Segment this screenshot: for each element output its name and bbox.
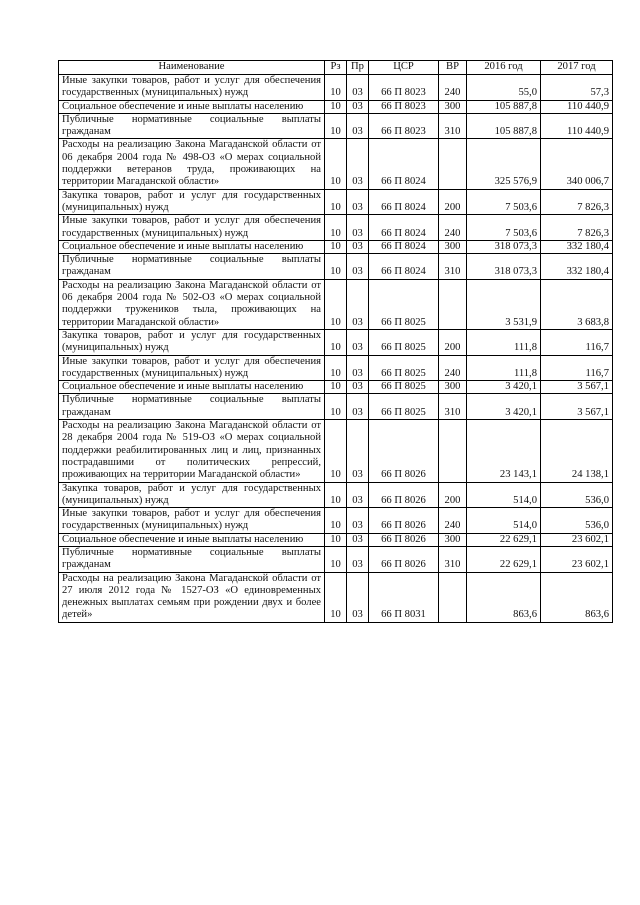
cell-rz: 10 — [325, 189, 347, 215]
cell-pr: 03 — [347, 381, 369, 394]
cell-rz: 10 — [325, 215, 347, 241]
cell-2017: 536,0 — [541, 508, 613, 534]
cell-pr: 03 — [347, 546, 369, 572]
cell-vr: 310 — [439, 546, 467, 572]
cell-csr: 66 П 8026 — [369, 482, 439, 508]
cell-csr: 66 П 8023 — [369, 113, 439, 139]
cell-rz: 10 — [325, 381, 347, 394]
cell-name: Социальное обеспечение и иные выплаты населению — [59, 381, 325, 394]
cell-rz: 10 — [325, 254, 347, 280]
cell-name: Закупка товаров, работ и услуг для государственных (муниципальных) нужд — [59, 482, 325, 508]
header-2017: 2017 год — [541, 61, 613, 75]
cell-csr: 66 П 8025 — [369, 394, 439, 420]
table-row — [59, 240, 613, 253]
cell-vr — [439, 279, 467, 329]
cell-pr: 03 — [347, 254, 369, 280]
cell-csr: 66 П 8031 — [369, 572, 439, 622]
table-row — [59, 215, 613, 241]
cell-2017: 23 602,1 — [541, 546, 613, 572]
cell-2016: 55,0 — [467, 75, 541, 101]
cell-vr: 200 — [439, 482, 467, 508]
cell-vr: 200 — [439, 329, 467, 355]
cell-2017: 116,7 — [541, 355, 613, 381]
cell-2016: 105 887,8 — [467, 113, 541, 139]
table-row — [59, 139, 613, 189]
table-row — [59, 572, 613, 622]
table-row — [59, 381, 613, 394]
header-csr: ЦСР — [369, 61, 439, 75]
budget-table — [58, 60, 613, 623]
cell-2017: 110 440,9 — [541, 100, 613, 113]
cell-rz: 10 — [325, 572, 347, 622]
table-row — [59, 279, 613, 329]
cell-2017: 116,7 — [541, 329, 613, 355]
cell-2016: 318 073,3 — [467, 240, 541, 253]
cell-2017: 332 180,4 — [541, 240, 613, 253]
cell-csr: 66 П 8024 — [369, 254, 439, 280]
cell-csr: 66 П 8023 — [369, 100, 439, 113]
cell-name: Публичные нормативные социальные выплаты гражданам — [59, 113, 325, 139]
cell-name: Социальное обеспечение и иные выплаты населению — [59, 240, 325, 253]
cell-rz: 10 — [325, 100, 347, 113]
cell-pr: 03 — [347, 240, 369, 253]
header-pr: Пр — [347, 61, 369, 75]
header-name: Наименование — [59, 61, 325, 75]
cell-2017: 3 567,1 — [541, 394, 613, 420]
cell-2016: 3 531,9 — [467, 279, 541, 329]
cell-rz: 10 — [325, 139, 347, 189]
table-header-row — [59, 61, 613, 75]
cell-pr: 03 — [347, 215, 369, 241]
table-body — [59, 75, 613, 623]
cell-pr: 03 — [347, 394, 369, 420]
cell-rz: 10 — [325, 420, 347, 482]
cell-rz: 10 — [325, 240, 347, 253]
cell-2016: 7 503,6 — [467, 215, 541, 241]
cell-2016: 23 143,1 — [467, 420, 541, 482]
cell-name: Закупка товаров, работ и услуг для государственных (муниципальных) нужд — [59, 329, 325, 355]
cell-rz: 10 — [325, 355, 347, 381]
cell-rz: 10 — [325, 546, 347, 572]
cell-2016: 3 420,1 — [467, 394, 541, 420]
cell-vr: 300 — [439, 381, 467, 394]
cell-rz: 10 — [325, 113, 347, 139]
cell-2017: 23 602,1 — [541, 533, 613, 546]
cell-2017: 57,3 — [541, 75, 613, 101]
cell-vr: 310 — [439, 113, 467, 139]
cell-pr: 03 — [347, 355, 369, 381]
cell-rz: 10 — [325, 394, 347, 420]
cell-vr: 240 — [439, 508, 467, 534]
cell-vr — [439, 572, 467, 622]
cell-pr: 03 — [347, 572, 369, 622]
table-row — [59, 546, 613, 572]
cell-2016: 3 420,1 — [467, 381, 541, 394]
cell-csr: 66 П 8026 — [369, 420, 439, 482]
cell-2017: 24 138,1 — [541, 420, 613, 482]
cell-name: Публичные нормативные социальные выплаты гражданам — [59, 546, 325, 572]
table-row — [59, 355, 613, 381]
cell-pr: 03 — [347, 279, 369, 329]
table-row — [59, 254, 613, 280]
cell-vr: 300 — [439, 533, 467, 546]
cell-name: Публичные нормативные социальные выплаты гражданам — [59, 254, 325, 280]
cell-rz: 10 — [325, 75, 347, 101]
table-row — [59, 113, 613, 139]
cell-name: Расходы на реализацию Закона Магаданской области от 06 декабря 2004 года № 502-ОЗ «О мерах социальной поддержки тружеников тыла, проживающих на территории Магаданской области» — [59, 279, 325, 329]
cell-2016: 105 887,8 — [467, 100, 541, 113]
header-2016: 2016 год — [467, 61, 541, 75]
cell-2016: 318 073,3 — [467, 254, 541, 280]
cell-name: Иные закупки товаров, работ и услуг для обеспечения государственных (муниципальных) нужд — [59, 75, 325, 101]
cell-rz: 10 — [325, 482, 347, 508]
cell-pr: 03 — [347, 533, 369, 546]
cell-vr: 310 — [439, 254, 467, 280]
cell-rz: 10 — [325, 329, 347, 355]
cell-name: Иные закупки товаров, работ и услуг для обеспечения государственных (муниципальных) нужд — [59, 508, 325, 534]
cell-name: Расходы на реализацию Закона Магаданской области от 06 декабря 2004 года № 498-ОЗ «О мерах социальной поддержки ветеранов труда, проживающих на территории Магаданской области» — [59, 139, 325, 189]
table-row — [59, 75, 613, 101]
cell-vr — [439, 139, 467, 189]
cell-2016: 7 503,6 — [467, 189, 541, 215]
table-row — [59, 394, 613, 420]
header-vr: ВР — [439, 61, 467, 75]
cell-pr: 03 — [347, 329, 369, 355]
cell-csr: 66 П 8024 — [369, 215, 439, 241]
cell-csr: 66 П 8025 — [369, 329, 439, 355]
cell-vr — [439, 420, 467, 482]
cell-name: Иные закупки товаров, работ и услуг для обеспечения государственных (муниципальных) нужд — [59, 355, 325, 381]
cell-csr: 66 П 8025 — [369, 355, 439, 381]
cell-2017: 332 180,4 — [541, 254, 613, 280]
cell-csr: 66 П 8024 — [369, 139, 439, 189]
cell-2016: 863,6 — [467, 572, 541, 622]
cell-pr: 03 — [347, 113, 369, 139]
table-row — [59, 420, 613, 482]
cell-pr: 03 — [347, 100, 369, 113]
cell-name: Иные закупки товаров, работ и услуг для обеспечения государственных (муниципальных) нужд — [59, 215, 325, 241]
cell-pr: 03 — [347, 139, 369, 189]
table-row — [59, 533, 613, 546]
cell-vr: 240 — [439, 215, 467, 241]
cell-rz: 10 — [325, 533, 347, 546]
cell-vr: 300 — [439, 240, 467, 253]
cell-rz: 10 — [325, 508, 347, 534]
cell-vr: 240 — [439, 355, 467, 381]
cell-pr: 03 — [347, 189, 369, 215]
cell-vr: 240 — [439, 75, 467, 101]
table-row — [59, 100, 613, 113]
cell-2017: 3 567,1 — [541, 381, 613, 394]
cell-2017: 110 440,9 — [541, 113, 613, 139]
cell-csr: 66 П 8025 — [369, 381, 439, 394]
cell-vr: 300 — [439, 100, 467, 113]
cell-2016: 111,8 — [467, 355, 541, 381]
table-row — [59, 329, 613, 355]
cell-pr: 03 — [347, 420, 369, 482]
cell-2016: 325 576,9 — [467, 139, 541, 189]
cell-vr: 310 — [439, 394, 467, 420]
cell-2017: 863,6 — [541, 572, 613, 622]
cell-name: Социальное обеспечение и иные выплаты населению — [59, 100, 325, 113]
cell-csr: 66 П 8024 — [369, 240, 439, 253]
cell-2017: 7 826,3 — [541, 215, 613, 241]
header-rz: Рз — [325, 61, 347, 75]
cell-2016: 22 629,1 — [467, 533, 541, 546]
cell-pr: 03 — [347, 508, 369, 534]
table-row — [59, 482, 613, 508]
cell-2016: 514,0 — [467, 508, 541, 534]
cell-name: Публичные нормативные социальные выплаты гражданам — [59, 394, 325, 420]
table-row — [59, 189, 613, 215]
cell-2016: 22 629,1 — [467, 546, 541, 572]
table-row — [59, 508, 613, 534]
cell-csr: 66 П 8023 — [369, 75, 439, 101]
cell-csr: 66 П 8026 — [369, 508, 439, 534]
cell-2017: 340 006,7 — [541, 139, 613, 189]
cell-2016: 111,8 — [467, 329, 541, 355]
cell-2016: 514,0 — [467, 482, 541, 508]
cell-name: Расходы на реализацию Закона Магаданской области от 27 июля 2012 года № 1527-ОЗ «О единовременных денежных выплатах семьям при рождении двух и более детей» — [59, 572, 325, 622]
cell-vr: 200 — [439, 189, 467, 215]
cell-name: Расходы на реализацию Закона Магаданской области от 28 декабря 2004 года № 519-ОЗ «О мерах социальной поддержки реабилитированных лиц и лиц, признанных пострадавшими от политических репрессий, проживающих на территории Магаданской области» — [59, 420, 325, 482]
cell-name: Социальное обеспечение и иные выплаты населению — [59, 533, 325, 546]
document-page — [58, 60, 612, 623]
cell-name: Закупка товаров, работ и услуг для государственных (муниципальных) нужд — [59, 189, 325, 215]
cell-csr: 66 П 8024 — [369, 189, 439, 215]
cell-csr: 66 П 8025 — [369, 279, 439, 329]
cell-rz: 10 — [325, 279, 347, 329]
cell-2017: 536,0 — [541, 482, 613, 508]
cell-pr: 03 — [347, 75, 369, 101]
cell-csr: 66 П 8026 — [369, 533, 439, 546]
cell-2017: 7 826,3 — [541, 189, 613, 215]
cell-csr: 66 П 8026 — [369, 546, 439, 572]
cell-2017: 3 683,8 — [541, 279, 613, 329]
cell-pr: 03 — [347, 482, 369, 508]
